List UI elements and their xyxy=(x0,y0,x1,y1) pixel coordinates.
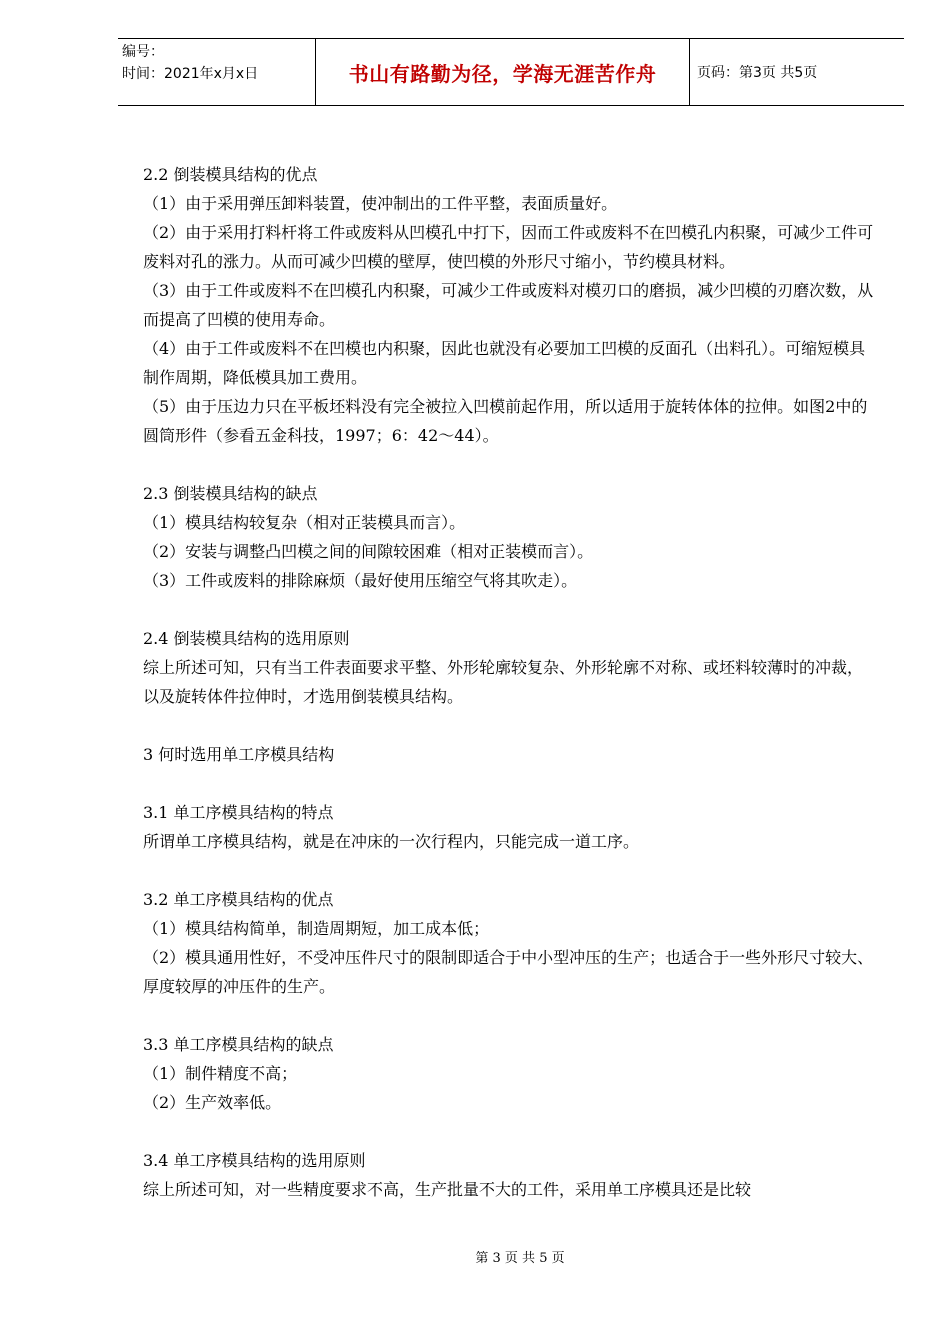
paragraph: （4）由于工件或废料不在凹模也内积聚，因此也就没有必要加工凹模的反面孔（出料孔）。可缩短模具制作周期，降低模具加工费用。 xyxy=(143,339,866,387)
section-heading: 2.3 倒装模具结构的缺点 xyxy=(143,484,318,503)
paragraph: （5）由于压边力只在平板坯料没有完全被拉入凹模前起作用，所以适用于旋转体体的拉伸。如图2中的圆筒形件（参看五金科技，1997；6：42～44）。 xyxy=(143,397,868,445)
header-page-label: 页码：第3页 共5页 xyxy=(697,65,818,81)
paragraph: （3）由于工件或废料不在凹模孔内积聚，可减少工件或废料对模刃口的磨损，减少凹模的刃磨次数，从而提高了凹模的使用寿命。 xyxy=(143,281,874,329)
section-heading: 3.1 单工序模具结构的特点 xyxy=(143,803,334,822)
section-heading: 3.3 单工序模具结构的缺点 xyxy=(143,1035,334,1054)
document-body xyxy=(143,160,878,1204)
paragraph: （2）安装与调整凸凹模之间的间隙较困难（相对正装模而言）。 xyxy=(143,542,594,561)
header-info-cell xyxy=(118,39,315,105)
document-time-label: 时间：2021年x月x日 xyxy=(122,66,259,82)
page-footer: 第 3 页 共 5 页 xyxy=(475,1251,565,1266)
paragraph: 所谓单工序模具结构，就是在冲床的一次行程内，只能完成一道工序。 xyxy=(143,832,640,851)
document-number-label: 编号： xyxy=(122,44,164,60)
paragraph: （2）模具通用性好，不受冲压件尺寸的限制即适合于中小型冲压的生产；也适合于一些外形尺寸较大、厚度较厚的冲压件的生产。 xyxy=(143,948,874,996)
header-motto: 书山有路勤为径，学海无涯苦作舟 xyxy=(315,39,690,105)
page-header xyxy=(118,38,904,106)
paragraph: （1）模具结构简单，制造周期短，加工成本低； xyxy=(143,919,490,938)
paragraph: （1）模具结构较复杂（相对正装模具而言）。 xyxy=(143,513,466,532)
section-heading: 2.4 倒装模具结构的选用原则 xyxy=(143,629,350,648)
paragraph: （2）生产效率低。 xyxy=(143,1093,282,1112)
paragraph: （3）工件或废料的排除麻烦（最好使用压缩空气将其吹走）。 xyxy=(143,571,578,590)
section-heading: 2.2 倒装模具结构的优点 xyxy=(143,165,318,184)
section-heading: 3.4 单工序模具结构的选用原则 xyxy=(143,1151,366,1170)
paragraph: （2）由于采用打料杆将工件或废料从凹模孔中打下，因而工件或废料不在凹模孔内积聚，可减少工件可废料对孔的涨力。从而可减少凹模的壁厚，使凹模的外形尺寸缩小，节约模具材料。 xyxy=(143,223,874,271)
paragraph: 综上所述可知，只有当工件表面要求平整、外形轮廓较复杂、外形轮廓不对称、或坯料较薄时的冲裁，以及旋转体件拉伸时，才选用倒装模具结构。 xyxy=(143,658,864,706)
paragraph: （1）制件精度不高； xyxy=(143,1064,298,1083)
paragraph: （1）由于采用弹压卸料装置，使冲制出的工件平整，表面质量好。 xyxy=(143,194,618,213)
chapter-heading: 3 何时选用单工序模具结构 xyxy=(143,745,335,764)
paragraph: 综上所述可知，对一些精度要求不高，生产批量不大的工件，采用单工序模具还是比较 xyxy=(143,1180,752,1199)
section-heading: 3.2 单工序模具结构的优点 xyxy=(143,890,334,909)
